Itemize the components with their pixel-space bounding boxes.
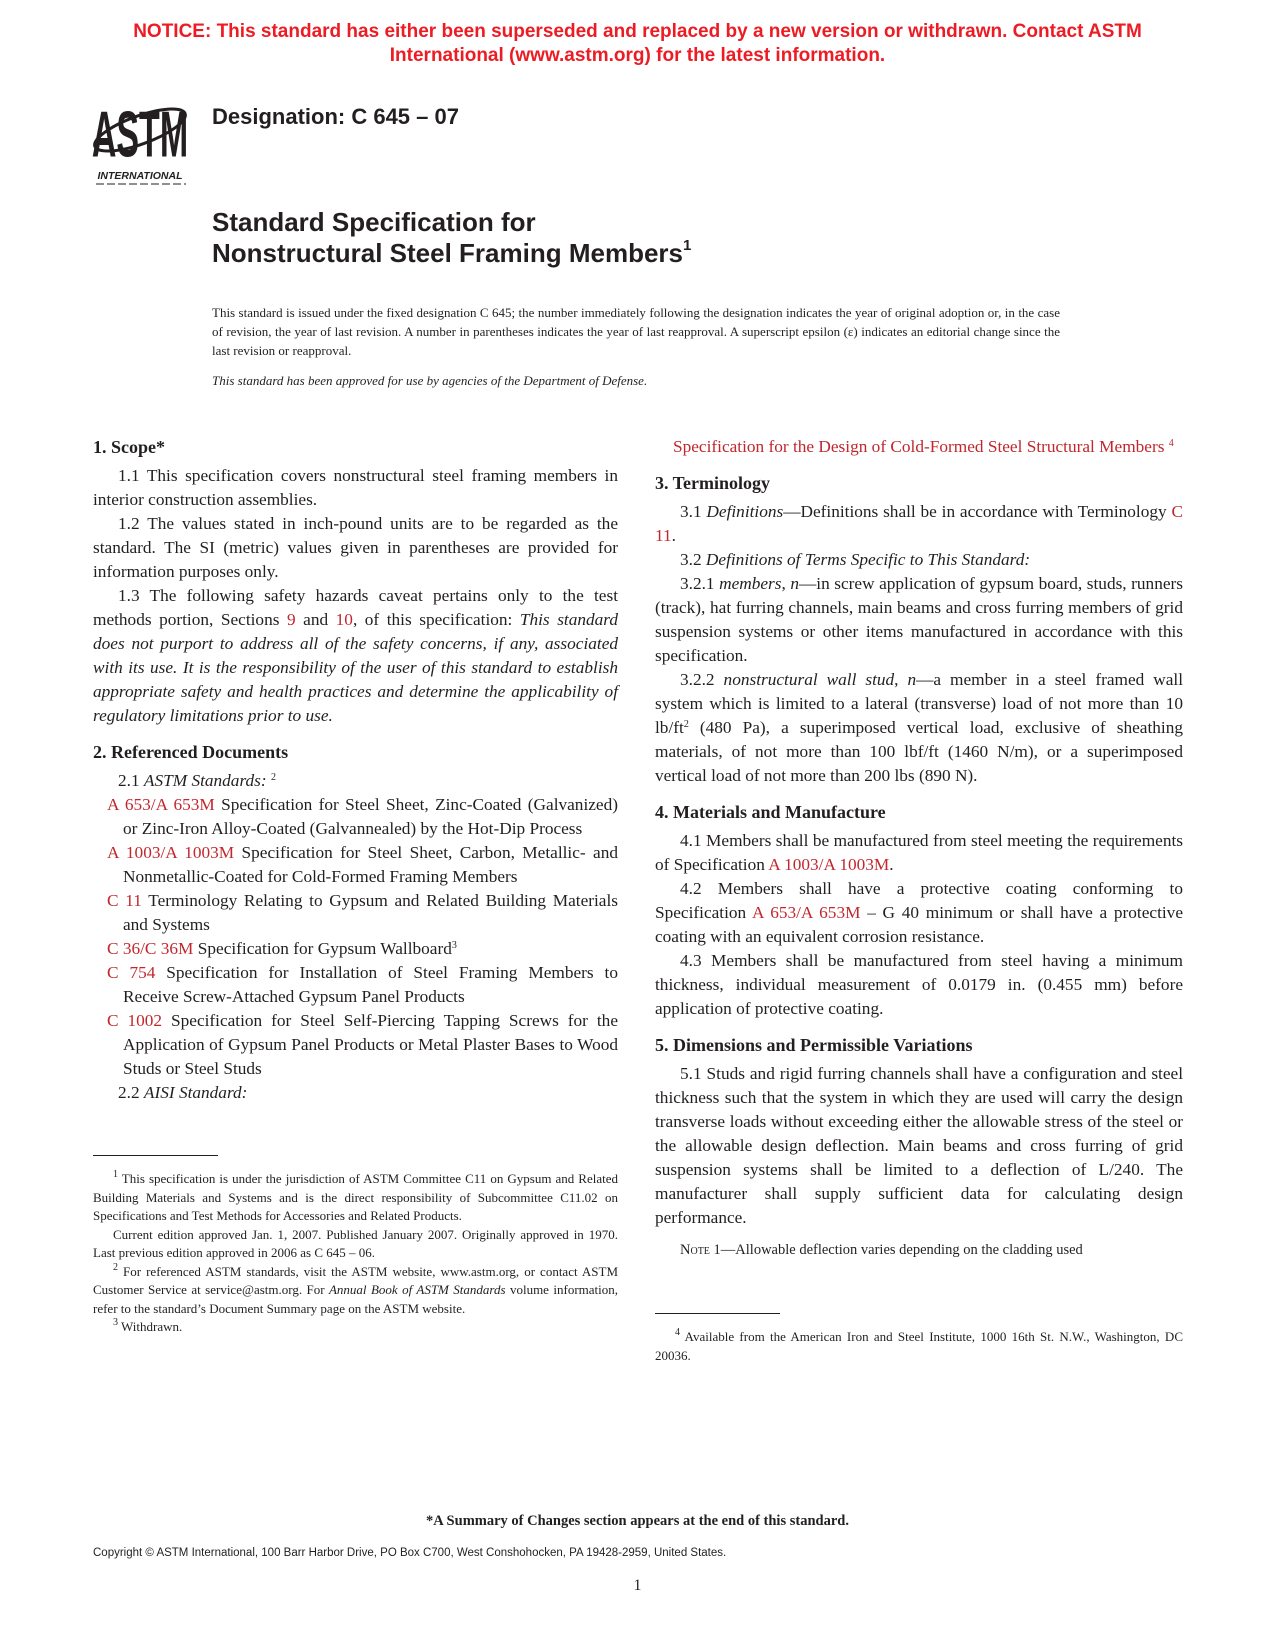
ref-link-a1003[interactable]: A 1003/A 1003M (107, 843, 235, 862)
para-5-1: 5.1 Studs and rigid furring channels shall have a configuration and steel thickness such that the system in which they are used will carry the design transverse loads without exceeding either the allowable stress of the steel or the allowable design deflection. Main beams and cross furring of grid suspension systems shall be limited to a deflection of L/240. The manufacturer shall supply sufficient data for calculating design performance. (655, 1064, 1183, 1227)
section-1-heading: 1. Scope* (93, 437, 165, 457)
footnote-1-edition: Current edition approved Jan. 1, 2007. Published January 2007. Originally approved in 1970. Last previous edition approved in 2006 as C 645 – 06. (93, 1226, 618, 1260)
link-c11[interactable]: C 11 (655, 502, 1183, 545)
designation: Designation: C 645 – 07 (212, 104, 459, 129)
reference-item: C 754 Specification for Installation of Steel Framing Members to Receive Screw-Attached Gypsum Panel Products (107, 963, 618, 1006)
section-3-heading: 3. Terminology (655, 473, 771, 493)
section-2-heading: 2. Referenced Documents (93, 742, 289, 762)
reference-item: A 1003/A 1003M Specification for Steel Sheet, Carbon, Metallic- and Nonmetallic-Coated for Cold-Formed Framing Members (107, 843, 618, 886)
reference-item: C 1002 Specification for Steel Self-Piercing Tapping Screws for the Application of Gypsum Panel Products or Metal Plaster Bases to Wood Studs or Steel Studs (107, 1011, 618, 1078)
title-line-1: Standard Specification for (212, 207, 536, 237)
footnote-1: $^1$ This specification is under the jurisdiction of ASTM Committee C11 on Gypsum and Related Building Materials and Systems and is the direct responsibility of Subcommittee C11.02 on Specifications and Test Methods for Accessories and Related Products. (93, 1169, 618, 1223)
link-a653[interactable]: A 653/A 653M (751, 903, 861, 922)
para-4-3: 4.3 Members shall be manufactured from steel having a minimum thickness, individual measurement of 0.0179 in. (0.455 mm) before application of protective coating. (655, 951, 1183, 1018)
right-column (655, 435, 1183, 1262)
logo-subtext: INTERNATIONAL (97, 170, 183, 182)
footnote-2: $^2$ For referenced ASTM standards, visit the ASTM website, www.astm.org, or contact ASTM Customer Service at service@astm.org. For Annual Book of ASTM Standards volume information, refer to the standard’s Document Summary page on the ASTM website. (93, 1261, 618, 1316)
aisi-reference (655, 435, 1183, 459)
footnote-ref-2[interactable]: 2 (270, 772, 276, 783)
para-3-1: 3.1 Definitions—Definitions shall be in accordance with Terminology C 11. (655, 502, 1183, 545)
reference-item: C 11 Terminology Relating to Gypsum and Related Building Materials and Systems (107, 891, 618, 934)
para-1-3: 1.3 The following safety hazards caveat pertains only to the test methods portion, Sections 9 and 10, of this specification: This standard does not purport to address all of the safety concerns, if any, associated with its use. It is the responsibility of the user of this standard to establish appropriate safety and health practices and determine the applicability of regulatory limitations prior to use. (93, 586, 619, 725)
left-footnotes (93, 1155, 618, 1337)
right-footnotes (655, 1313, 1183, 1365)
issuance-note: This standard is issued under the fixed designation C 645; the number immediately following the designation indicates the year of original adoption or, in the case of revision, the year of last revision. A number in parentheses indicates the year of last reapproval. A superscript epsilon (ε) indicates an editorial change since the last revision or reapproval. (212, 305, 1060, 358)
supersede-notice (0, 20, 1275, 68)
astm-reference-list (93, 793, 618, 1081)
logo-text: ASTM (91, 97, 189, 171)
astm-logo (88, 86, 198, 186)
para-1-1: 1.1 This specification covers nonstructural steel framing members in interior construction assemblies. (93, 466, 618, 509)
title-footnote-mark[interactable]: 1 (683, 237, 692, 254)
section-5-heading: 5. Dimensions and Permissible Variations (655, 1035, 973, 1055)
reference-item: C 36/C 36M Specification for Gypsum Wallboard$^3$ (107, 939, 457, 958)
link-section-10[interactable]: 10 (335, 610, 353, 629)
ref-link-aisi[interactable]: Specification for the Design of Cold-Formed Steel Structural Members (673, 437, 1165, 456)
astm-logo-icon (88, 86, 198, 186)
ref-link-c1002[interactable]: C 1002 (107, 1011, 163, 1030)
footnote-ref-3[interactable]: 3 (451, 940, 457, 951)
page-number: 1 (633, 1577, 642, 1594)
document-title (212, 207, 691, 269)
notice-line-2: International (www.astm.org) for the latest information. (389, 45, 886, 66)
link-section-9[interactable]: 9 (286, 610, 296, 629)
reference-item: A 653/A 653M Specification for Steel Sheet, Zinc-Coated (Galvanized) or Zinc-Iron Alloy-Coated (Galvannealed) by the Hot-Dip Process (107, 795, 618, 838)
safety-caveat: This standard does not purport to address all of the safety concerns, if any, associated with its use. It is the responsibility of the user of this standard to establish appropriate safety and health practices and determine the applicability of regulatory limitations prior to use. (93, 610, 619, 725)
para-2-2: 2.2 AISI Standard: (118, 1083, 248, 1102)
link-a1003[interactable]: A 1003/A 1003M (768, 855, 890, 874)
ref-link-c36[interactable]: C 36/C 36M (107, 939, 194, 958)
para-3-2-1: 3.2.1 members, n—in screw application of gypsum board, studs, runners (track), hat furring channels, main beams and cross furring members of grid suspension systems or other items manufactured in accordance with this specification. (655, 574, 1183, 665)
dod-approval-note: This standard has been approved for use by agencies of the Department of Defense. (212, 373, 648, 388)
para-4-2: 4.2 Members shall have a protective coating conforming to Specification A 653/A 653M – G 40 minimum or shall have a protective coating with an equivalent corrosion resistance. (655, 879, 1183, 946)
ref-link-c754[interactable]: C 754 (107, 963, 156, 982)
section-4-heading: 4. Materials and Manufacture (655, 802, 886, 822)
note-1: Note 1—Allowable deflection varies depending on the cladding used (680, 1242, 1083, 1258)
para-3-2-2: 3.2.2 nonstructural wall stud, n—a member in a steel framed wall system which is limited to a lateral (transverse) load of not more than 10 $lb/ft^2$ (480 Pa), a superimposed vertical load, exclusive of sheathing materials, of not more than 100 lbf/ft (1460 N/m), or a superimposed vertical load of not more than 200 lbs (890 N). (655, 670, 1183, 785)
para-4-1: 4.1 Members shall be manufactured from steel meeting the requirements of Specification A 1003/A 1003M. (655, 831, 1183, 874)
para-1-2: 1.2 The values stated in inch-pound units are to be regarded as the standard. The SI (metric) values given in parentheses are provided for information purposes only. (93, 514, 618, 581)
left-column (93, 435, 618, 1105)
ref-link-c11[interactable]: C 11 (107, 891, 142, 910)
ref-link-a653[interactable]: A 653/A 653M (107, 795, 215, 814)
title-line-2: Nonstructural Steel Framing Members$^1$ (212, 237, 692, 268)
summary-of-changes-note: *A Summary of Changes section appears at the end of this standard. (426, 1513, 849, 1529)
footnote-3: $^3$ Withdrawn. (113, 1317, 183, 1334)
para-3-2: 3.2 Definitions of Terms Specific to This Standard: (680, 550, 1031, 569)
notice-line-1: NOTICE: This standard has either been superseded and replaced by a new version or withdrawn. Contact ASTM (133, 21, 1142, 42)
footnote-ref-4[interactable]: 4 (1168, 438, 1174, 449)
para-2-1: 2.1 ASTM Standards: $^2$ (118, 771, 276, 790)
footnote-4: $^4$ Available from the American Iron and Steel Institute, 1000 16th St. N.W., Washington, DC 20036. (655, 1327, 1183, 1363)
copyright-line: Copyright © ASTM International, 100 Barr Harbor Drive, PO Box C700, West Conshohocken, PA 19428-2959, United States. (93, 1547, 727, 1559)
